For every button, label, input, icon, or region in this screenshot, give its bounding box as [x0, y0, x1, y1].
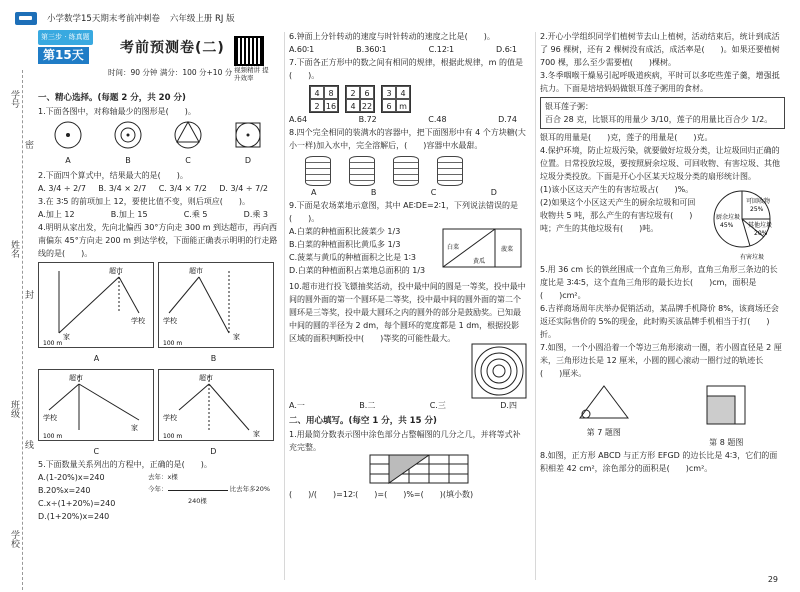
top-header	[15, 10, 245, 26]
page-number: 29	[767, 575, 778, 584]
q5-bar	[168, 490, 228, 491]
q1-option-b: B	[111, 120, 145, 167]
triangle-in-circle-icon	[171, 120, 205, 150]
container-b-icon	[349, 156, 375, 186]
binding-feng: 封	[23, 290, 33, 299]
q7-grid-3: 3 4 6 m	[381, 85, 411, 113]
q5-option-c: C.x÷(1+20%)=240	[38, 499, 116, 508]
margin-label-name: 姓名	[9, 240, 19, 258]
concentric-circles-icon	[111, 120, 145, 150]
q7-options	[289, 113, 527, 126]
pie-recyclable-pct: 25%	[750, 206, 764, 213]
q10-dartboard-wrap	[289, 343, 527, 399]
fill-4: 4.保护环境，防止垃圾污染，就要做好垃圾分类，让垃圾回归正确的位置。日常投放垃圾，要按照厨余垃圾、可回收物、有害垃圾、其他垃圾分类投放。下面是开心小区某天垃圾分类的扇形统计图。	[540, 146, 780, 181]
binding-margin	[0, 30, 34, 590]
q9-option-b: B.白菜的种植面积比黄瓜多 1/3	[289, 240, 401, 249]
question-1: 1.下面各图中，对称轴最少的图形是( )。	[38, 107, 196, 116]
map-c-home: 家	[131, 424, 138, 432]
margin-label-class: 班级	[9, 400, 19, 418]
q9-options	[289, 225, 439, 277]
fill-1: 1.用最简分数表示图中涂色部分占整幅图的几分之几，并将等式补充完整。	[289, 430, 521, 452]
map-d-home: 家	[253, 430, 260, 438]
map-a-school: 学校	[131, 317, 145, 325]
dartboard-icon	[471, 343, 527, 399]
q1-option-a: A	[51, 120, 85, 167]
pie-recyclable: 可回收物	[746, 198, 771, 205]
q5-this-year: 今年：	[148, 485, 168, 493]
q2-option-c: C. 3/4 × 7/2	[158, 184, 207, 193]
q8-containers	[305, 156, 527, 186]
route-map-c	[38, 369, 154, 441]
question-5: 5.下面数量关系列出的方程中，正确的是( )。	[38, 460, 212, 469]
pie-other: 其他垃圾	[748, 222, 773, 229]
q7-option-c: C.48	[428, 115, 447, 124]
figure-7: 第 7 题图	[574, 382, 634, 449]
fill-1-equation: ( )/( )=12∶( )=( )%=( )(填小数)	[289, 490, 474, 499]
binding-xian: 线	[23, 440, 33, 449]
fill-4-part2: (2)如果这个小区这天产生的厨余垃圾和可回收物共 5 吨，那么产生的有害垃圾有( )吨；产生的其他垃圾有( )吨。	[540, 198, 696, 233]
q4-option-b: B	[210, 354, 217, 363]
map-c-market: 超市	[69, 374, 83, 382]
q9-option-d: D.白菜的种植面积占菜地总面积的 1/3	[289, 266, 426, 275]
q4-option-d: D	[210, 447, 217, 456]
recipe-text: 百合 28 克，比银耳的用量少 3/10，莲子的用量比百合少 1/2。	[545, 115, 773, 124]
day-label: 第15天	[38, 47, 89, 64]
q5-more: 比去年多20%	[229, 485, 271, 493]
recipe-title: 银耳莲子粥：	[545, 102, 593, 111]
q7-grid-2: 2 6 4 22	[345, 85, 375, 113]
route-map-b	[158, 262, 274, 348]
q5-unit: x棵	[167, 473, 178, 481]
margin-label-school: 学校	[9, 530, 19, 548]
map-d-scale: 100 m	[163, 433, 183, 440]
column-divider	[535, 32, 536, 580]
q5-option-d: D.(1+20%)x=240	[38, 512, 110, 521]
binding-mi: 密	[23, 140, 33, 149]
pie-kitchen-pct: 45%	[720, 222, 734, 229]
map-b-home: 家	[233, 333, 240, 341]
q8-option-d: D	[490, 188, 497, 197]
map-b-scale: 100 m	[163, 340, 183, 347]
q9-option-c: C.菠菜与黄瓜的种植面积之比是 1∶3	[289, 253, 416, 262]
q10-option-c: C.三	[429, 401, 446, 410]
column-1	[38, 30, 278, 523]
q5-block	[38, 471, 278, 523]
fill-3: 3.冬季咽喉干燥易引起呼吸道疾病，平时可以多吃些莲子羹，增强抵抗力。下面是培培妈妈做银耳莲子粥用的食材。	[540, 71, 780, 93]
q10-option-b: B.二	[359, 401, 376, 410]
q1-option-d: D	[231, 120, 265, 167]
route-map-d	[158, 369, 274, 441]
square-in-circle-icon	[231, 120, 265, 150]
q5-diagram	[148, 471, 270, 523]
question-8: 8.四个完全相同的装满水的容器中，把下面图形中有 4 个方块糖(大小一样)加入水中，完全溶解后，( )容器中水最甜。	[289, 128, 526, 150]
nested-squares-icon	[701, 382, 751, 432]
q7-option-a: A.64	[289, 115, 308, 124]
question-10: 10.超市进行投飞镖抽奖活动，投中最中间的圆是一等奖，投中最中间的圆外面的第一个圆环是二等奖，投中最中间的圆外面的第二个圆环是三等奖，投中最大圆环之内的圆外的部分是鼓励奖。已知最中间的圆的半径为 2 dm，每个圆环的宽度都是 1 dm，根据投影区域的面积判断投中( )等奖的可能性最大。	[289, 282, 526, 343]
garbage-pie-chart	[700, 183, 784, 263]
full-score: 满分：100 分+10 分	[159, 68, 233, 77]
q7-option-d: D.74	[498, 115, 517, 124]
q10-option-a: A.一	[289, 401, 305, 410]
q9-block	[289, 225, 527, 277]
container-d-icon	[437, 156, 463, 186]
q8-option-a: A	[311, 188, 317, 197]
fill-5: 5.用 36 cm 长的铁丝围成一个直角三角形，直角三角形三条边的长度比是 3∶4∶5，这个直角三角形的最长边长( )cm，面积是( )cm²。	[540, 265, 778, 300]
column-2	[289, 30, 527, 501]
q10-options	[289, 399, 527, 412]
section-1-heading: 一、精心选择。(每题 2 分，共 20 分)	[38, 93, 186, 103]
q5-option-a: A.(1-20%)x=240	[38, 473, 105, 482]
container-c-icon	[393, 156, 419, 186]
q4-labels-row1	[38, 352, 272, 365]
q4-option-a: A	[93, 354, 100, 363]
question-3: 3.在 3∶5 的前项加上 12，要使比值不变，则后项应( )。	[38, 197, 250, 206]
q2-option-a: A. 3/4 ÷ 2/7	[38, 184, 86, 193]
map-a-home: 家	[63, 333, 70, 341]
fill-1-grid	[369, 454, 469, 484]
q7-grid-1: 4 8 2 16	[309, 85, 339, 113]
farm-diagram	[439, 225, 525, 273]
map-b-market: 超市	[189, 267, 203, 275]
section-2-heading: 二、用心填写。(每空 1 分，共 15 分)	[289, 416, 437, 426]
fill-7-8-figures	[540, 382, 785, 449]
q5-option-b: B.20%x=240	[38, 486, 91, 495]
q7-grids	[309, 85, 527, 113]
q6-option-b: B.360∶1	[356, 45, 387, 54]
column-divider	[284, 32, 285, 580]
q2-options	[38, 182, 278, 195]
q8-option-c: C	[430, 188, 437, 197]
q4-option-c: C	[93, 447, 100, 456]
map-b-school: 学校	[163, 317, 177, 325]
book-title: 小学数学15天期末考前冲刺卷	[47, 14, 160, 24]
q3-option-b: B.加上 15	[110, 210, 148, 219]
fill-8: 8.如图，正方形 ABCD 与正方形 EFGD 的边长比是 4∶3，它们的面积相差 42 cm²，涂色部分的面积是( )cm²。	[540, 451, 778, 473]
q5-options	[38, 471, 148, 523]
fill-6: 6.吉祥商场周年庆举办促销活动，某品牌手机降价 8%，该商场还会返还实际售价的 5%的现金，此时购买该品牌手机相当于打( )折。	[540, 304, 779, 339]
map-d-market: 超市	[199, 374, 213, 382]
map-a-scale: 100 m	[43, 340, 63, 347]
fill-4-block	[540, 183, 785, 263]
map-d-school: 学校	[163, 414, 177, 422]
figure-8: 第 8 题图	[701, 382, 751, 449]
qr-note: 视频精讲 提升效率	[234, 66, 269, 82]
book-logo-icon	[15, 12, 37, 25]
q2-option-d: D. 3/4 ÷ 7/2	[219, 184, 268, 193]
q3-options	[38, 208, 278, 221]
fill-7: 7.如图，一个小圆沿着一个等边三角形滚动一圈，若小圆直径是 2 厘米，三角形边长是 12 厘米，小圆的圆心滚动一圈行过的轨迹长( )厘米。	[540, 343, 782, 378]
farm-cabbage: 白菜	[447, 244, 460, 251]
binding-dashed-line	[22, 70, 23, 590]
q5-total: 240棵	[188, 497, 207, 505]
grade-label: 六年级上册 RJ 版	[169, 14, 235, 24]
question-6: 6.钟面上分针转动的速度与时针转动的速度之比是( )。	[289, 32, 495, 41]
q6-option-a: A.60∶1	[289, 45, 315, 54]
q1-figures	[38, 120, 278, 167]
container-a-icon	[305, 156, 331, 186]
fill-3-answer: 银耳的用量是( )克，莲子的用量是( )克。	[540, 133, 713, 142]
rolling-circle-triangle-icon	[574, 382, 634, 422]
q3-option-d: D.乘 3	[243, 210, 268, 219]
q6-option-c: C.12∶1	[428, 45, 455, 54]
question-2: 2.下面四个算式中，结果最大的是( )。	[38, 171, 188, 180]
pie-other-pct: 20%	[754, 230, 768, 237]
pie-kitchen: 厨余垃圾	[716, 214, 741, 221]
fill-4-part1: (1)该小区这天产生的有害垃圾占( )%。	[540, 185, 694, 194]
fill-4-subquestions	[540, 183, 700, 263]
circle-dot-icon	[51, 120, 85, 150]
page-title: 考前预测卷(二)	[120, 40, 225, 56]
route-map-a	[38, 262, 154, 348]
map-c-scale: 100 m	[43, 433, 63, 440]
time-limit: 时间：90 分钟	[108, 68, 158, 77]
farm-cucumber: 黄瓜	[473, 258, 486, 265]
stage-tag: 第三步 · 练真题	[38, 30, 93, 45]
q6-options	[289, 43, 527, 56]
map-a-market: 超市	[109, 267, 123, 275]
exam-meta	[108, 66, 232, 79]
pie-hazardous: 有害垃圾	[740, 254, 765, 261]
q8-option-b: B	[370, 188, 377, 197]
margin-label-id: 学号	[9, 90, 19, 108]
q1-option-c: C	[171, 120, 205, 167]
q8-options	[289, 186, 527, 199]
q4-labels-row2	[38, 445, 272, 458]
q6-option-d: D.6∶1	[496, 45, 517, 54]
q5-last-year: 去年：	[148, 473, 168, 481]
q2-option-b: B. 3/4 × 2/7	[98, 184, 147, 193]
question-9: 9.下面是农场菜地示意图，其中 AE∶DE=2∶1，下列说法错误的是( )。	[289, 201, 518, 223]
q10-option-d: D.四	[500, 401, 517, 410]
q9-option-a: A.白菜的种植面积比菠菜少 1/3	[289, 227, 401, 236]
q7-option-b: B.72	[358, 115, 377, 124]
column-3	[540, 30, 785, 475]
question-7: 7.下面各正方形中的数之间有相同的规律，根据此规律，m 的值是( )。	[289, 58, 523, 80]
fill-2: 2.开心小学组织同学们植树节去山上植树，活动结束后，统计到成活了 96 棵树，还有 2 棵树没有成活，成活率是( )。如果还要植树 700 棵，那么至少需要植( )棵树。	[540, 32, 780, 67]
q3-option-c: C.乘 5	[183, 210, 208, 219]
map-c-school: 学校	[43, 414, 57, 422]
question-4: 4.明明从家出发，先向北偏西 30°方向走 300 m 到达超市，再向西南偏东 45°方向走 200 m 到达学校，下面能正确表示明明的行走路线的是( )。	[38, 223, 278, 258]
q3-option-a: A.加上 12	[38, 210, 75, 219]
recipe-box	[540, 97, 785, 129]
farm-spinach: 菠菜	[501, 246, 514, 253]
day-badge	[38, 30, 93, 64]
q4-route-maps	[38, 262, 278, 458]
title-block	[38, 30, 278, 92]
qr-code-icon[interactable]	[234, 36, 264, 66]
